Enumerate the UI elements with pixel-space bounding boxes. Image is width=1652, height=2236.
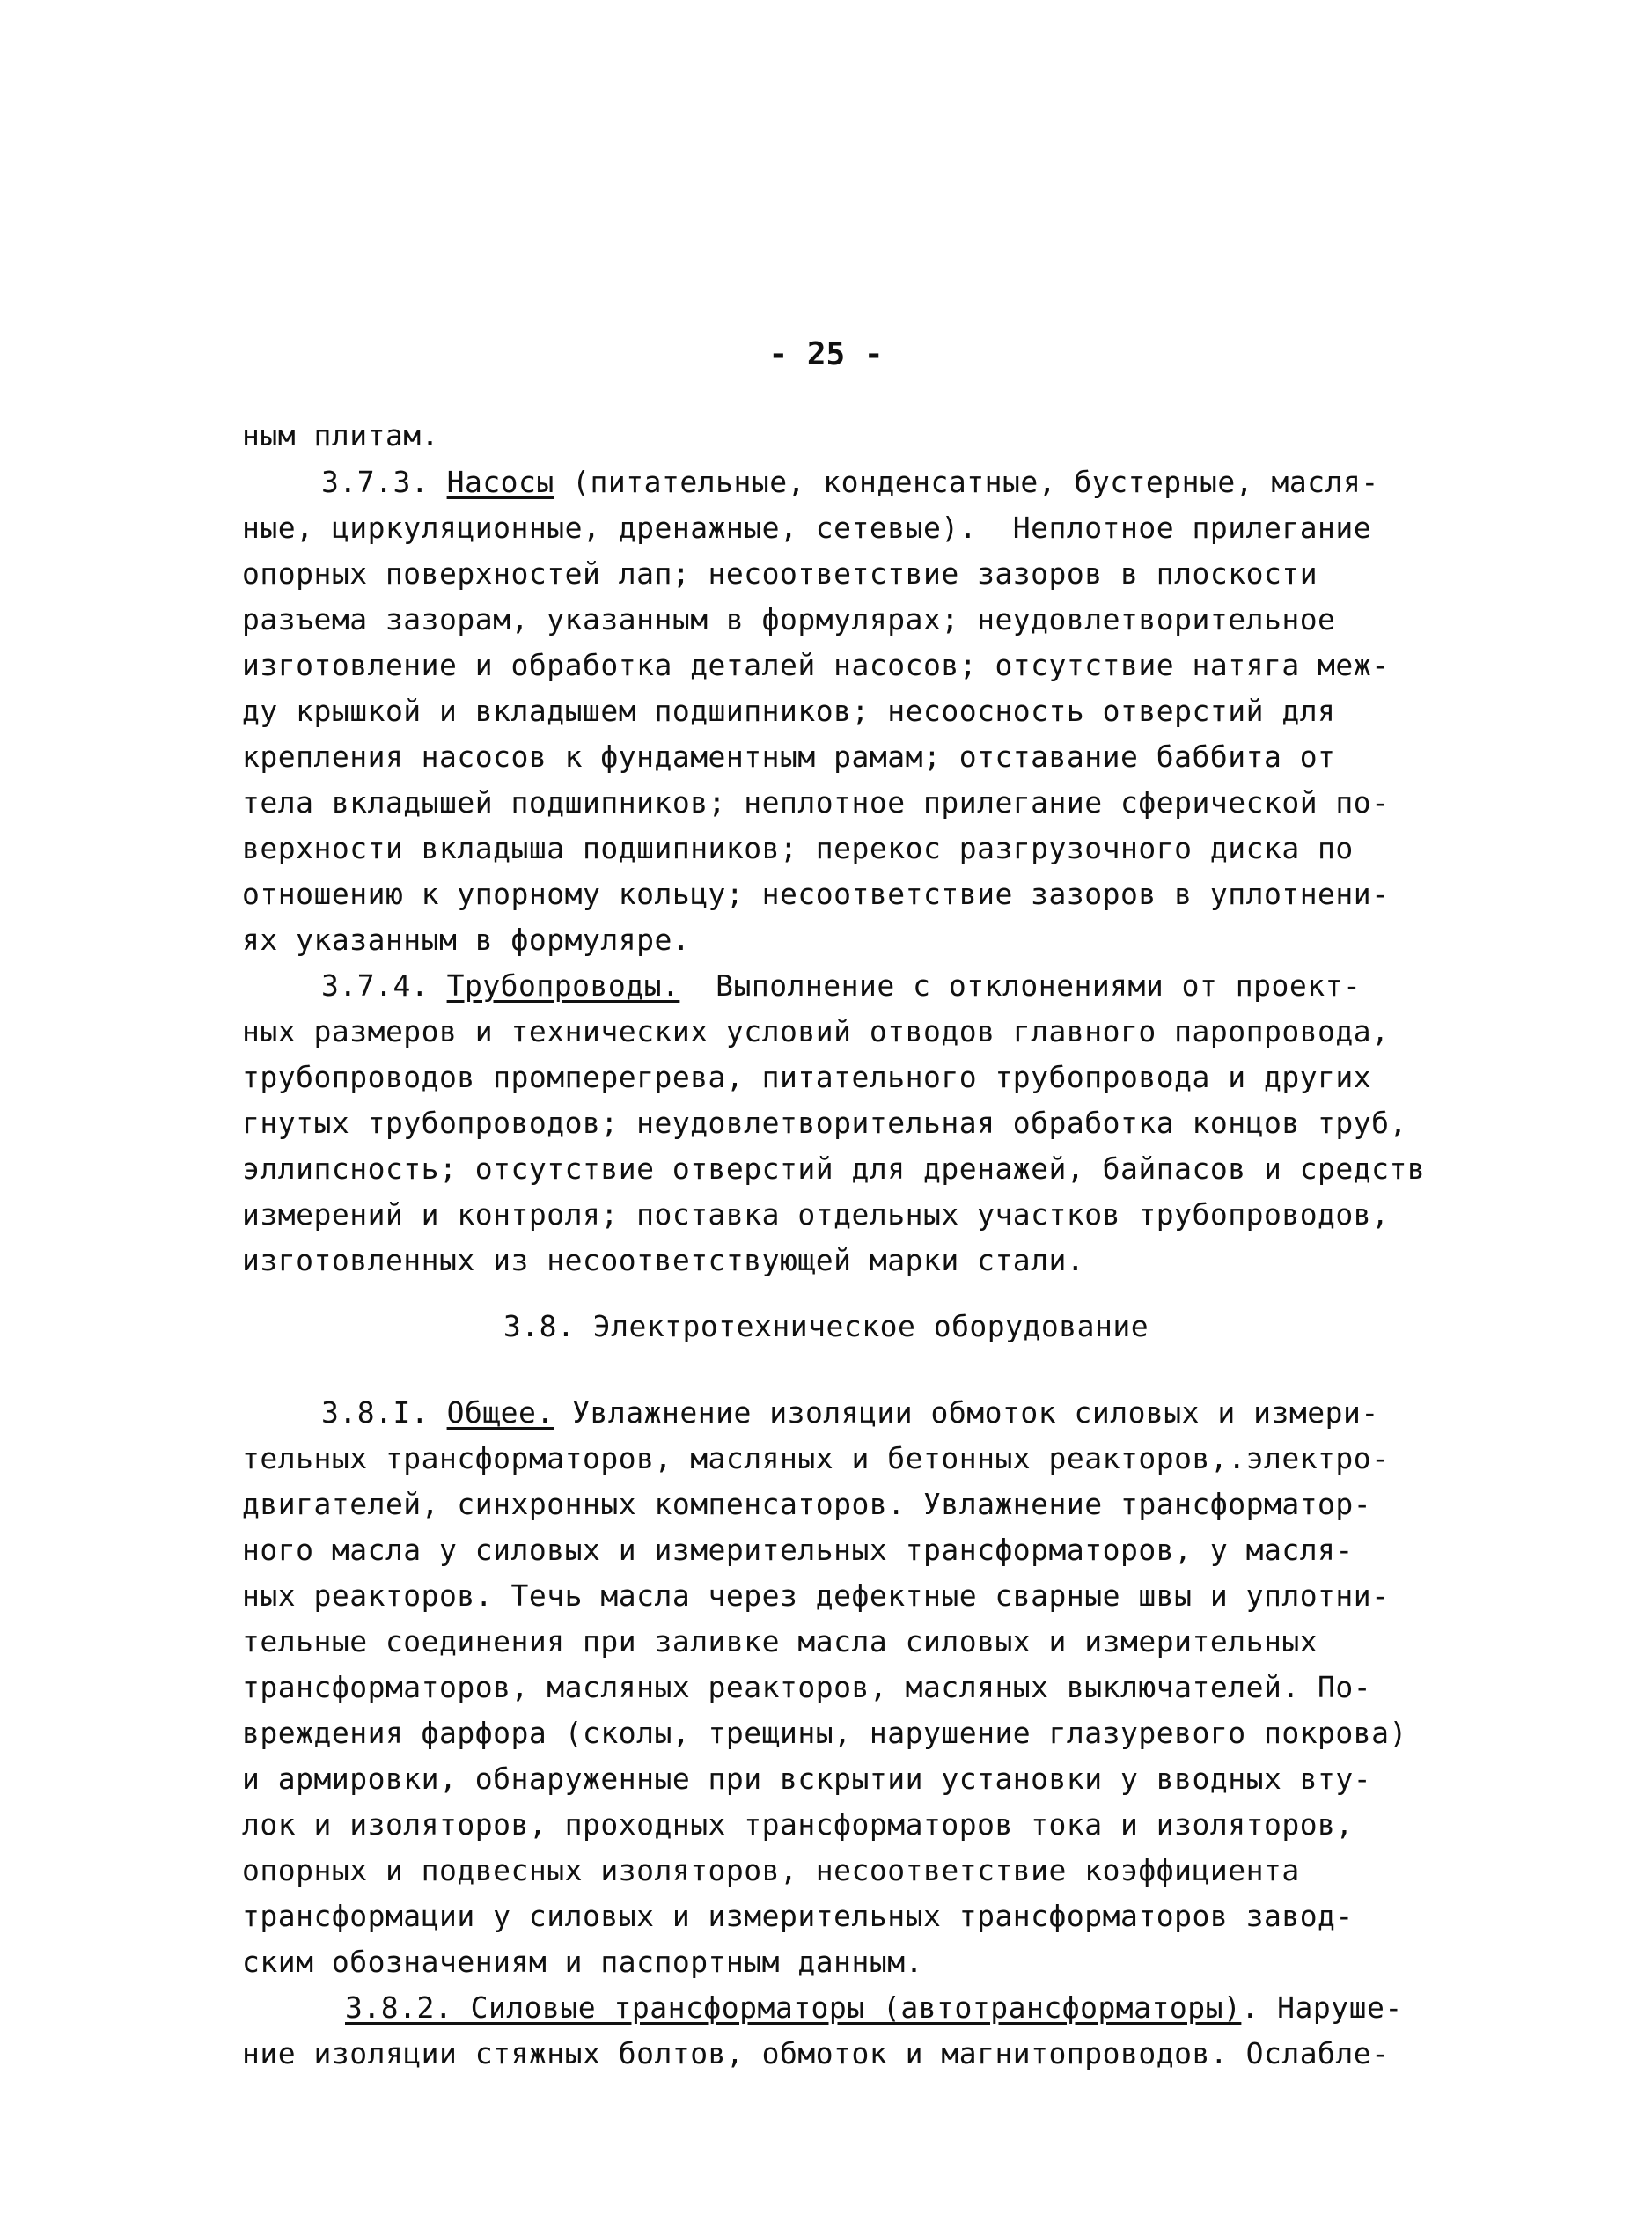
- section-3-8-1-heading: 3.8.I. Общее. Увлажнение изоляции обмоток силовых и измери-: [321, 1395, 1379, 1430]
- text-line: опорных и подвесных изоляторов, несоответствие коэффициента: [242, 1853, 1300, 1887]
- text-line: вреждения фарфора (сколы, трещины, нарушение глазуревого покрова): [242, 1716, 1407, 1750]
- section-title-pipelines: Трубопроводы.: [446, 968, 680, 1003]
- text-line: крепления насосов к фундаментным рамам; отставание баббита от: [242, 739, 1336, 774]
- section-3-7-4-heading: 3.7.4. Трубопроводы. Выполнение с отклонениями от проект-: [321, 968, 1362, 1003]
- text-line: тельных трансформаторов, масляных и бетонных реакторов,.электро-: [242, 1441, 1390, 1475]
- text-line: трубопроводов промперегрева, питательного трубопровода и других: [242, 1060, 1372, 1094]
- text-line: ных размеров и технических условий отводов главного паропровода,: [242, 1014, 1390, 1048]
- text-line: двигателей, синхронных компенсаторов. Увлажнение трансформатор-: [242, 1487, 1372, 1521]
- text-line: ние изоляции стяжных болтов, обмоток и магнитопроводов. Ослабле-: [242, 2036, 1390, 2071]
- text-line: измерений и контроля; поставка отдельных участков трубопроводов,: [242, 1197, 1390, 1232]
- text-line: ного масла у силовых и измерительных трансформаторов, у масля-: [242, 1533, 1354, 1567]
- page-number: - 25 -: [768, 336, 884, 372]
- section-3-8-2-heading: 3.8.2. Силовые трансформаторы (автотрансформаторы). Наруше-: [345, 1990, 1403, 2025]
- text-line: разъема зазорам, указанным в формулярах; неудовлетворительное: [242, 602, 1336, 636]
- text-line: опорных поверхностей лап; несоответствие зазоров в плоскости: [242, 556, 1318, 591]
- text-line: верхности вкладыша подшипников; перекос разгрузочного диска по: [242, 831, 1354, 865]
- text-line: гнутых трубопроводов; неудовлетворительная обработка концов труб,: [242, 1106, 1407, 1140]
- text-line: трансформаторов, масляных реакторов, масляных выключателей. По-: [242, 1670, 1372, 1704]
- text-line: лок и изоляторов, проходных трансформаторов тока и изоляторов,: [242, 1807, 1354, 1842]
- text-line: изготовленных из несоответствующей марки стали.: [242, 1243, 1085, 1277]
- text-line: ду крышкой и вкладышем подшипников; несоосность отверстий для: [242, 694, 1336, 728]
- text-line: изготовление и обработка деталей насосов; отсутствие натяга меж-: [242, 648, 1390, 682]
- text-line: тела вкладышей подшипников; неплотное прилегание сферической по-: [242, 785, 1390, 820]
- text-line: ским обозначениям и паспортным данным.: [242, 1945, 923, 1979]
- text-line: эллипсность; отсутствие отверстий для дренажей, байпасов и средств: [242, 1151, 1426, 1186]
- section-title-power-transformers: 3.8.2. Силовые трансформаторы (автотрансформаторы): [345, 1990, 1242, 2025]
- text-line: ным плитам.: [242, 418, 440, 452]
- section-title-pumps: Насосы: [446, 465, 554, 499]
- text-line: ные, циркуляционные, дренажные, сетевые). Неплотное прилегание: [242, 511, 1372, 545]
- section-title-general: Общее.: [446, 1395, 554, 1430]
- text-line: трансформации у силовых и измерительных трансформаторов завод-: [242, 1899, 1354, 1933]
- text-line: ных реакторов. Течь масла через дефектные сварные швы и уплотни-: [242, 1578, 1390, 1613]
- text-line: ях указанным в формуляре.: [242, 923, 691, 957]
- text-line: и армировки, обнаруженные при вскрытии установки у вводных вту-: [242, 1762, 1372, 1796]
- text-line: тельные соединения при заливке масла силовых и измерительных: [242, 1624, 1318, 1659]
- section-3-7-3-heading: 3.7.3. Насосы (питательные, конденсатные, бустерные, масля-: [321, 465, 1379, 499]
- section-3-8-title: 3.8. Электротехническое оборудование: [503, 1309, 1149, 1343]
- text-line: отношению к упорному кольцу; несоответствие зазоров в уплотнени-: [242, 877, 1390, 911]
